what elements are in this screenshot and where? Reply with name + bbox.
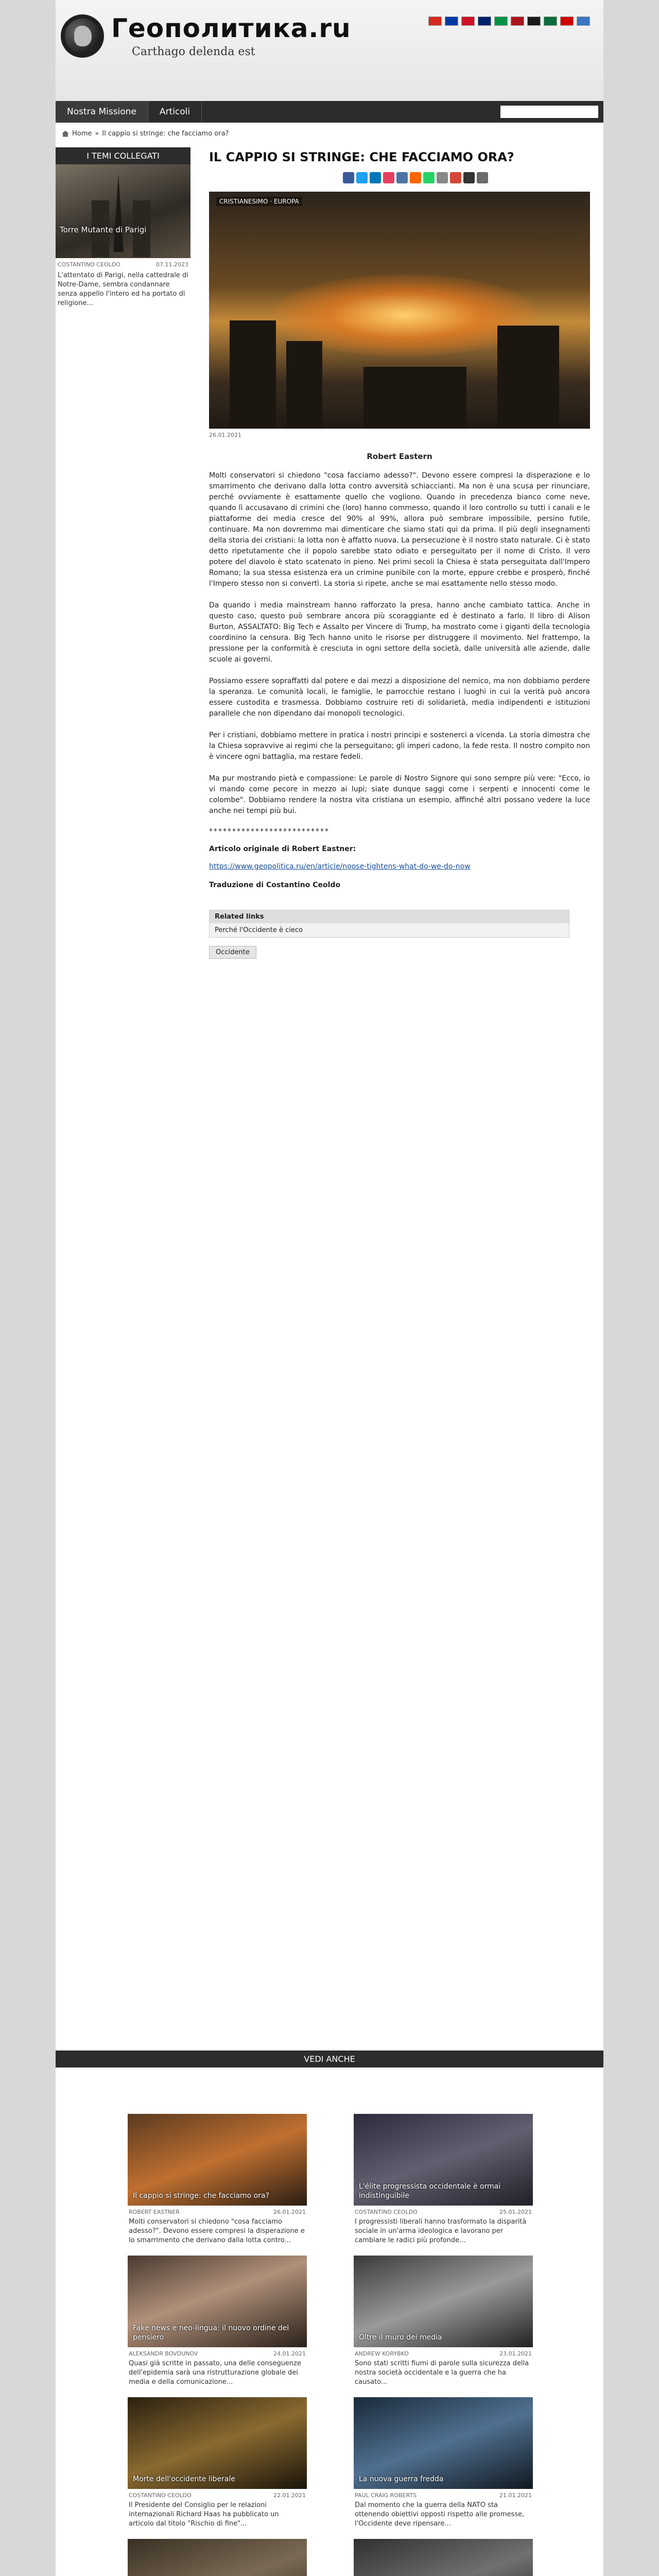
see-also-card[interactable] [128,2256,307,2387]
see-also-card[interactable] [354,2114,533,2245]
card-caption: Il cappio si stringe: che facciamo ora? [133,2192,270,2200]
tag-occidente[interactable]: Occidente [209,946,256,959]
see-also-card[interactable] [128,2397,307,2529]
card-meta [354,2489,533,2501]
site-logo[interactable] [61,13,351,58]
globe-logo-icon [61,14,104,58]
card-excerpt: I progressisti liberali hanno trasformato la disparità sociale in un'arma ideologica e lavorano per cambiare le radici più profonde... [355,2218,527,2244]
print-icon[interactable] [437,172,448,183]
building-silhouette [286,341,322,429]
nav-item-articles[interactable]: Articoli [148,101,202,123]
card-meta [354,2206,533,2217]
breadcrumb-separator: » [95,130,99,138]
article [209,149,590,959]
card-date: 25.01.2021 [499,2209,532,2215]
card-author[interactable]: ANDREW KORYBKO [355,2350,409,2357]
article-paragraph: Da quando i media mainstream hanno rafforzato la presa, hanno anche cambiato tattica. Anche in questo caso, questo può sembrare ancora più scoraggiante ed è destinato a farlo. Il libro di Alison Burton, ASSALTATO: Big Tech e Assalto per Vincere di Trump, ha mostrato come i giganti della tecnologia coordinino la censura. Big Tech hanno unito le risorse per distruggere il movimento. Nel frattempo, la pressione per la conformità è cresciuta in ogni settore della società, dalle università alle aziende, dalle scuole ai governi. [209,601,590,664]
email-icon[interactable] [450,172,461,183]
card-meta [354,2347,533,2359]
share-bar [343,172,590,183]
card-excerpt: Molti conservatori si chiedono "cosa facciamo adesso?". Devono essere compresi la disperazione e lo smarrimento che derivano dalla lotta contro... [129,2218,305,2244]
language-flag-icon[interactable] [445,16,458,26]
see-also-card[interactable] [354,2397,533,2529]
card-excerpt: Il Presidente del Consiglio per le relazioni internazionali Richard Haas ha pubblicato un articolo dal titolo "Rischio di fine"... [129,2501,279,2528]
breadcrumb-current: Il cappio si stringe: che facciamo ora? [102,130,229,138]
language-flag-icon[interactable] [428,16,442,26]
language-flag-icon[interactable] [577,16,590,26]
page-content [56,123,603,2576]
article-body [209,470,590,817]
see-also-card[interactable] [354,2256,533,2387]
card-meta [128,2489,307,2501]
language-flag-icon[interactable] [511,16,524,26]
card-meta [128,2347,307,2359]
linkedin-icon[interactable] [370,172,381,183]
language-flag-icon[interactable] [560,16,574,26]
card-excerpt: Sono stati scritti fiumi di parole sulla sicurezza della nostra società occidentale e la guerra che ha causato... [355,2360,529,2386]
pinterest-icon[interactable] [383,172,394,183]
sidebar-article-image[interactable] [56,164,190,258]
article-paragraph: Per i cristiani, dobbiamo mettere in pratica i nostri principi e sostenerci a vicenda. La storia dimostra che la Chiesa sopravvive ai regimi che la perseguitano; gli imperi cadono, la fede resta. Il nostro compito non è vincere ogni battaglia, ma restare fedeli. [209,731,590,761]
logo-name: Геополитика.ru [111,13,351,43]
ok-icon[interactable] [410,172,421,183]
home-icon[interactable] [62,131,69,137]
original-label: Articolo originale di Robert Eastner: [209,845,356,853]
sidebar-excerpt: L'attentato di Parigi, nella cattedrale di Notre-Dame, sembra condannare senza appello l'intero ed ha portato di religione... [58,272,188,307]
article-title: IL CAPPIO SI STRINGE: CHE FACCIAMO ORA? [209,150,514,164]
breadcrumb-home[interactable]: Home [72,130,92,138]
card-image[interactable] [128,2256,307,2347]
card-date: 23.01.2021 [499,2350,532,2357]
card-image[interactable] [354,2256,533,2347]
article-paragraph: Possiamo essere sopraffatti dal potere e dai mezzi a disposizione del nemico, ma non dobbiamo perdere la speranza. Le comunità locali, le famiglie, le parrocchie restano i luoghi in cui la verità può ancora essere custodita e trasmessa. Dobbiamo costruire reti di solidarietà, media indipendenti e istituzioni parallele che non dipendano dai monopoli tecnologici. [209,677,590,718]
card-meta [128,2206,307,2217]
nav-item-mission[interactable]: Nostra Missione [56,101,148,123]
card-caption: Oltre il muro dei media [359,2333,442,2342]
sidebar-title: I TEMI COLLEGATI [56,147,190,164]
logo-motto: Carthago delenda est [132,45,255,58]
sidebar-author[interactable]: COSTANTINO CEOLDO [58,261,120,268]
card-date: 26.01.2021 [273,2209,306,2215]
search-input[interactable] [500,106,598,118]
card-image[interactable] [128,2114,307,2206]
vk-icon[interactable] [396,172,408,183]
sidebar [56,147,190,308]
card-date: 22.01.2021 [273,2492,306,2499]
card-author[interactable]: PAUL CRAIG ROBERTS [355,2492,417,2499]
card-caption: Morte dell'occidente liberale [133,2475,235,2483]
card-author[interactable]: ALEKSANDR BOVDUNOV [129,2350,198,2357]
building-silhouette [363,367,466,429]
see-also-card[interactable] [128,2114,307,2245]
separator-stars: ************************** [209,827,330,836]
more-icon[interactable] [477,172,488,183]
sidebar-meta [56,258,190,271]
main-nav [56,101,603,123]
related-links-header[interactable]: Related links [210,910,569,923]
card-image[interactable] [354,2114,533,2206]
language-flags [428,16,590,26]
card-caption: Fake news e neo-lingua: il nuovo ordine del pensiero [133,2324,289,2342]
see-also-section [56,2050,603,2528]
card-date: 21.01.2021 [499,2492,532,2499]
language-flag-icon[interactable] [461,16,475,26]
share-icon[interactable] [463,172,475,183]
twitter-icon[interactable] [356,172,368,183]
card-caption: L'élite progressista occidentale è ormai indistinguibile [359,2182,501,2200]
card-image[interactable] [354,2539,533,2576]
card-excerpt: Quasi già scritte in passato, una delle conseguenze dell'epidemia sarà una ristrutturazione globale dei media e della comunicazione... [129,2360,301,2386]
article-paragraph: Ma pur mostrando pietà e compassione: Le parole di Nostro Signore qui sono sempre più vere: "Ecco, io vi mando come pecore in mezzo ai lupi; siate dunque saggi come i serpenti e innocenti come le colombe". Dobbiamo rendere la nostra vita cristiana un esempio, affinché altri possano vedere la luce anche nei tempi più bui. [209,774,590,815]
language-flag-icon[interactable] [527,16,541,26]
card-author[interactable]: ROBERT EASTNER [129,2209,180,2215]
card-image[interactable] [128,2539,307,2576]
building-silhouette [497,326,559,429]
card-date: 24.01.2021 [273,2350,306,2357]
related-links [209,910,569,938]
breadcrumb [62,130,229,138]
see-also-card[interactable] [354,2539,533,2576]
hero-tag[interactable]: CRISTIANESIMO · EUROPA [216,197,302,206]
translation-credit: Traduzione di Costantino Ceoldo [209,881,341,889]
related-link-item[interactable]: Perché l'Occidente è cieco [215,926,303,934]
article-hero-image [209,192,590,429]
sidebar-date: 07.11.2023 [156,261,188,268]
article-paragraph: Molti conservatori si chiedono "cosa facciamo adesso?". Devono essere compresi la disperazione e lo smarrimento che derivano dalla lotta contro avversità schiaccianti. Ma non è una scusa per rinunciare, perché ovviamente è esattamente quello che vogliono. Quando in precedenza bianco come neve, quando lì accusavano di crimini che (loro) hanno commesso, quando il loro controllo su tutti i canali e le piattaforme dei media cresce del 90% al 99%, allora può sembrare impossibile, persino futile, continuare. Ma non dovremmo mai dimenticare che siamo stati qui da prima. Il più degli insegnamenti della storia dei cristiani: la lotta non è affatto nuova. La persecuzione è il nostro stato naturale. Ci è stato detto ripetutamente che il popolo sarebbe stato odiato e perseguitato per il nome di Cristo. Il vero potere del diavolo è stato scatenato in pieno. Nei primi secoli la Chiesa è stata perseguitata dall'Impero Romano; la sua stessa esistenza era un crimine punibile con la morte, eppure crebbe e prosperò, finché l'Impero stesso non si convertì. La storia si ripete, anche se mai esattamente nello stesso modo. [209,471,590,588]
card-author[interactable]: COSTANTINO CEOLDO [129,2492,192,2499]
card-caption: La nuova guerra fredda [359,2475,444,2483]
original-link[interactable]: https://www.geopolitica.ru/en/article/noose-tightens-what-do-we-do-now [209,862,471,871]
card-image[interactable] [128,2397,307,2489]
facebook-icon[interactable] [343,172,354,183]
see-also-title: VEDI ANCHE [56,2050,603,2067]
article-author: Robert Eastern [367,452,432,461]
whatsapp-icon[interactable] [423,172,435,183]
building-silhouette [230,320,276,429]
article-date: 26.01.2021 [209,432,241,438]
card-author[interactable]: COSTANTINO CEOLDO [355,2209,418,2215]
card-image[interactable] [354,2397,533,2489]
sidebar-image-caption: Torre Mutante di Parigi [60,225,147,234]
language-flag-icon[interactable] [478,16,491,26]
see-also-card[interactable] [128,2539,307,2576]
card-excerpt: Dal momento che la guerra della NATO sta ottenendo obiettivi opposti rispetto alle promesse, l'Occidente deve ripensare... [355,2501,525,2528]
cathedral-spire [113,175,124,252]
language-flag-icon[interactable] [544,16,557,26]
language-flag-icon[interactable] [494,16,508,26]
site-header [56,0,603,101]
